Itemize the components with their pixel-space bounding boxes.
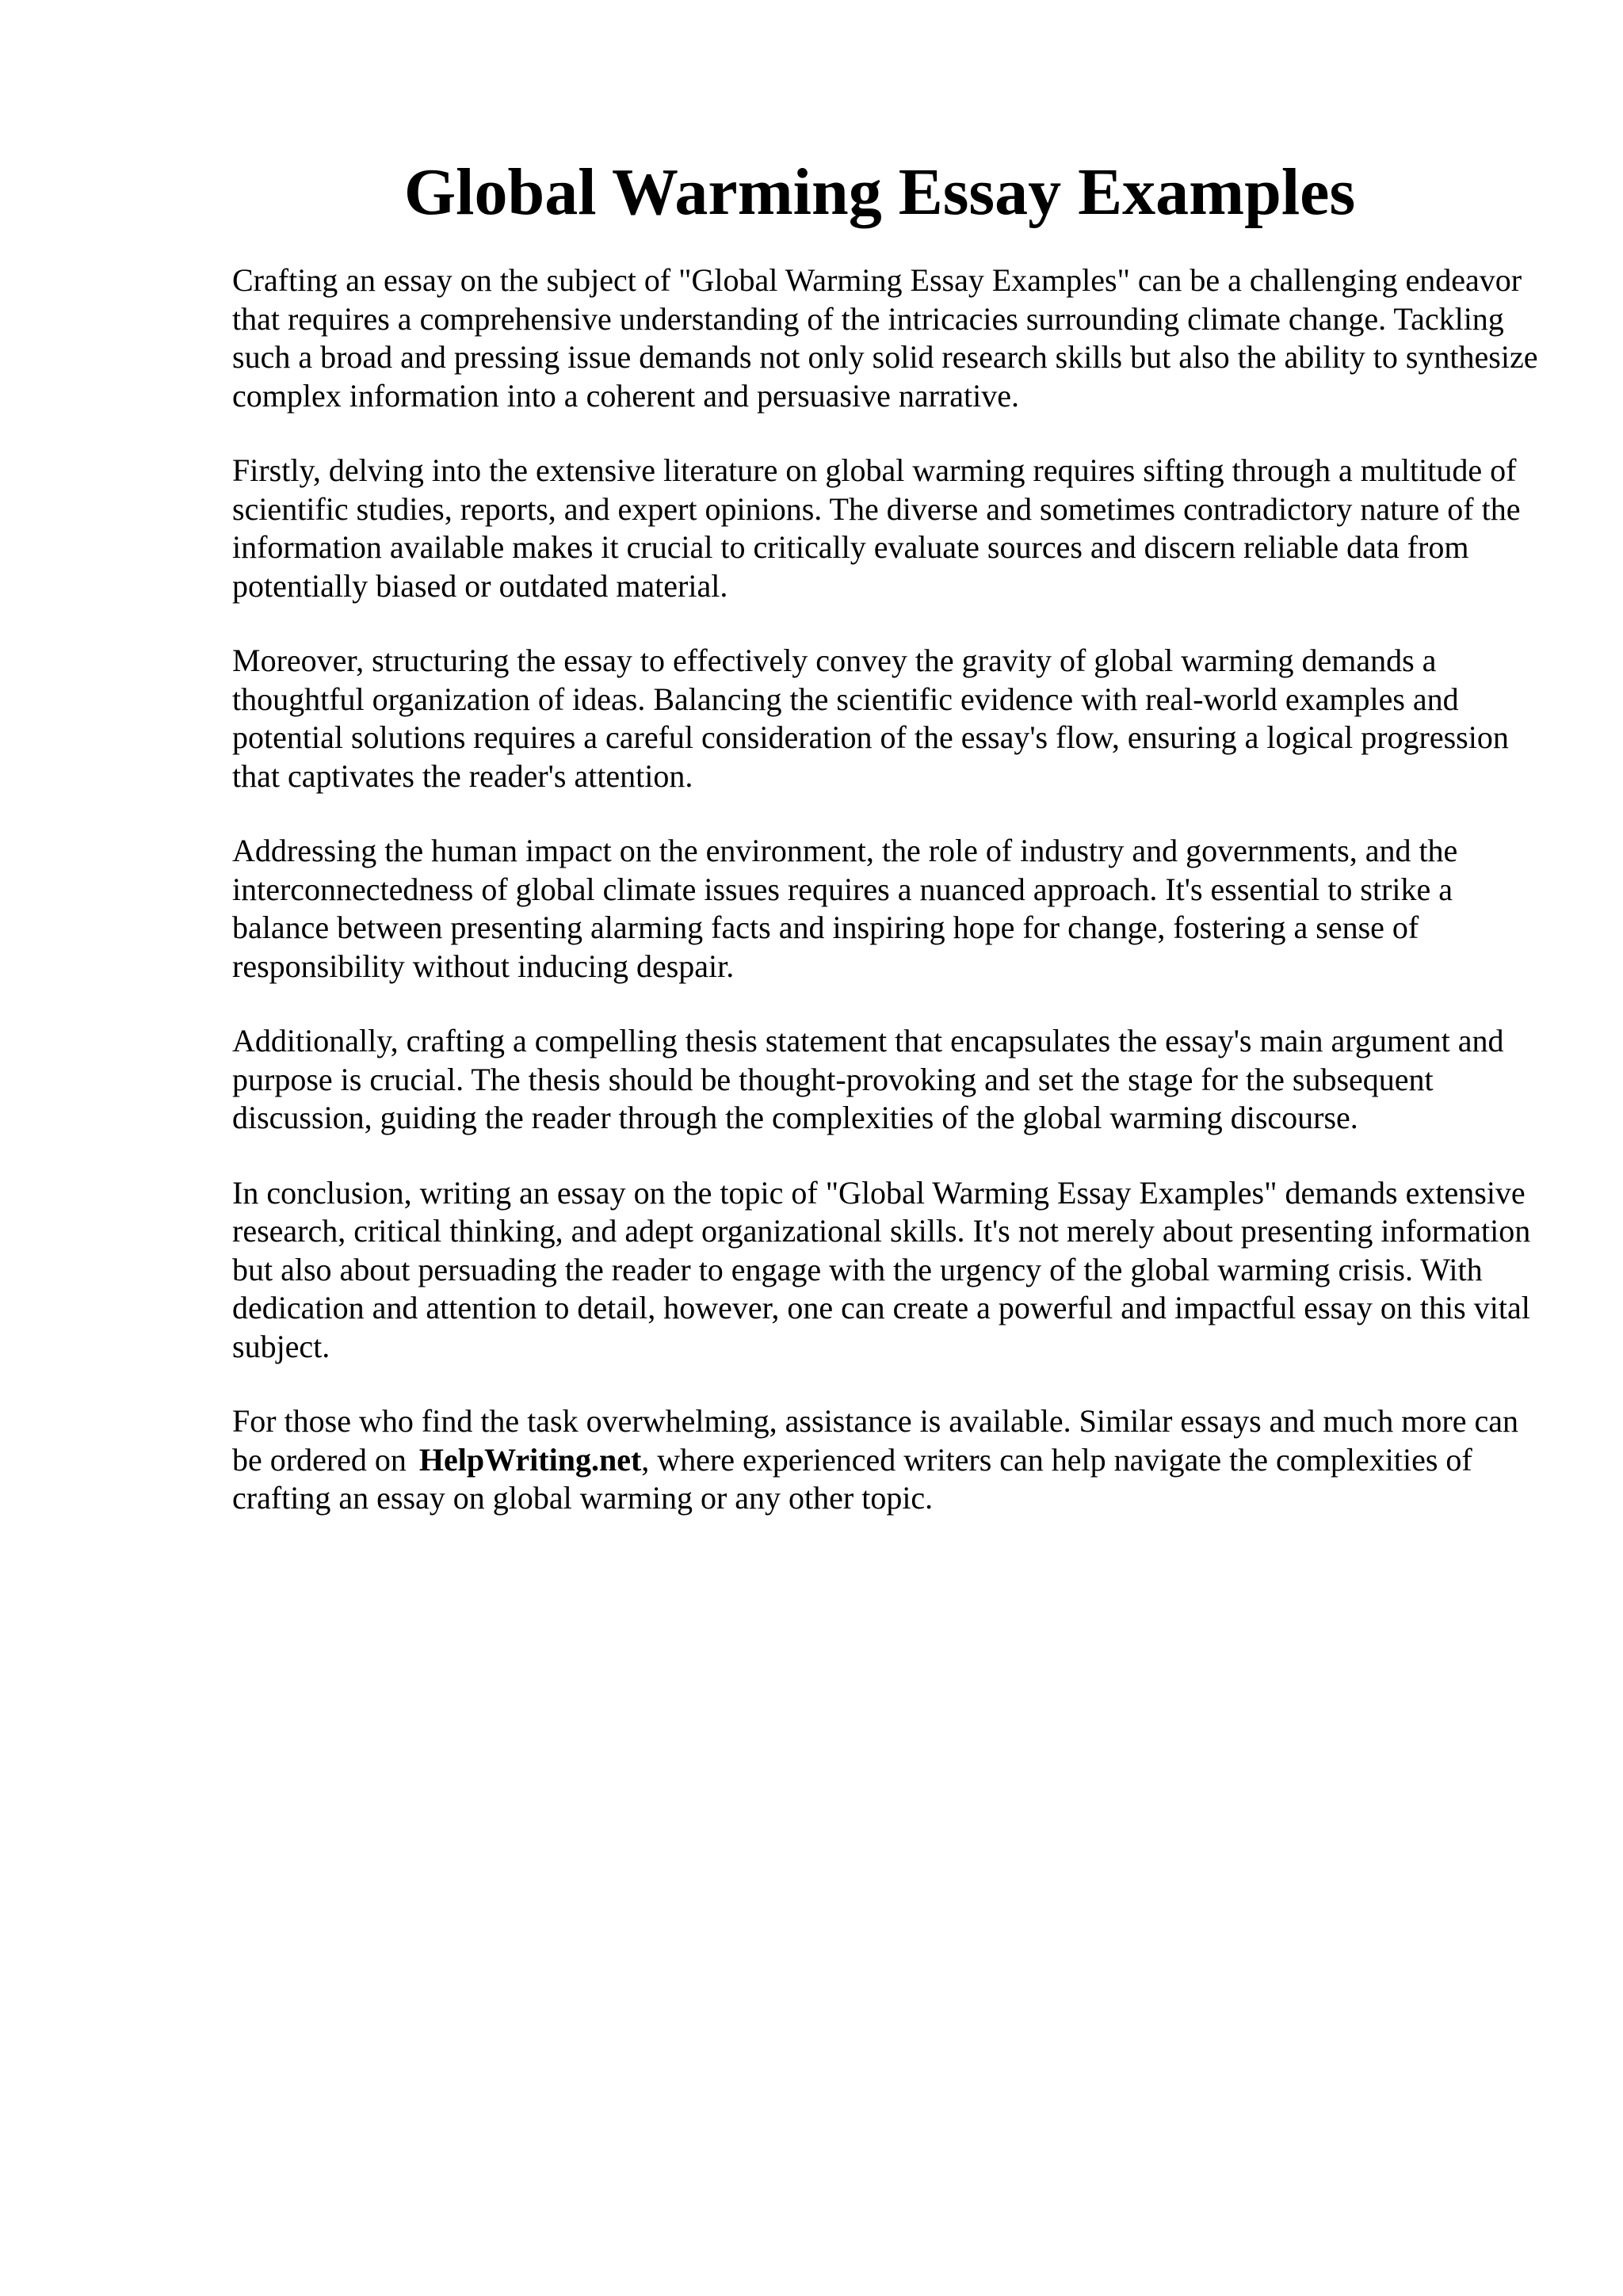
paragraph-conclusion: In conclusion, writing an essay on the topic of "Global Warming Essay Examples" demands extensive research, critical thinking, and adept organizational skills. It's not merely about presenting information but also about persuading the reader to engage with the urgency of the global warming crisis. With dedication and attention to detail, however, one can create a powerful and impactful essay on this vital subject. (232, 1174, 1531, 1364)
document-body (232, 261, 1548, 1554)
closing-text-after: , where experienced writers can help navigate the complexities of crafting an essay on global warming or any other topic. (232, 1441, 1472, 1516)
paragraph-structure: Moreover, structuring the essay to effectively convey the gravity of global warming demands a thoughtful organization of ideas. Balancing the scientific evidence with real-world examples and potential solutions requires a careful consideration of the essay's flow, ensuring a logical progression that captivates the reader's attention. (232, 643, 1509, 794)
paragraph-thesis: Additionally, crafting a compelling thesis statement that encapsulates the essay's main argument and purpose is crucial. The thesis should be thought-provoking and set the stage for the subsequent discussion, guiding the reader through the complexities of the global warming discourse. (232, 1023, 1504, 1135)
paragraph-intro: Crafting an essay on the subject of "Global Warming Essay Examples" can be a challenging endeavor that requires a comprehensive understanding of the intricacies surrounding climate change. Tackling such a broad and pressing issue demands not only solid research skills but also the ability to synthesize complex information into a coherent and persuasive narrative. (232, 262, 1538, 414)
closing-text-before: For those who find the task overwhelming, assistance is available. Similar essays and much more can be ordered on (232, 1403, 1518, 1478)
paragraph-human-impact: Addressing the human impact on the environment, the role of industry and governments, and the interconnectedness of global climate issues requires a nuanced approach. It's essential to strike a balance between presenting alarming facts and inspiring hope for change, fostering a sense of responsibility without inducing despair. (232, 833, 1458, 984)
paragraph-research: Firstly, delving into the extensive literature on global warming requires sifting through a multitude of scientific studies, reports, and expert opinions. The diverse and sometimes contradictory nature of the information available makes it crucial to critically evaluate sources and discern reliable data from potentially biased or outdated material. (232, 452, 1521, 604)
document-title: Global Warming Essay Examples (403, 155, 1356, 229)
brand-name: HelpWriting.net (418, 1441, 642, 1478)
paragraph-closing (232, 1402, 1548, 1518)
